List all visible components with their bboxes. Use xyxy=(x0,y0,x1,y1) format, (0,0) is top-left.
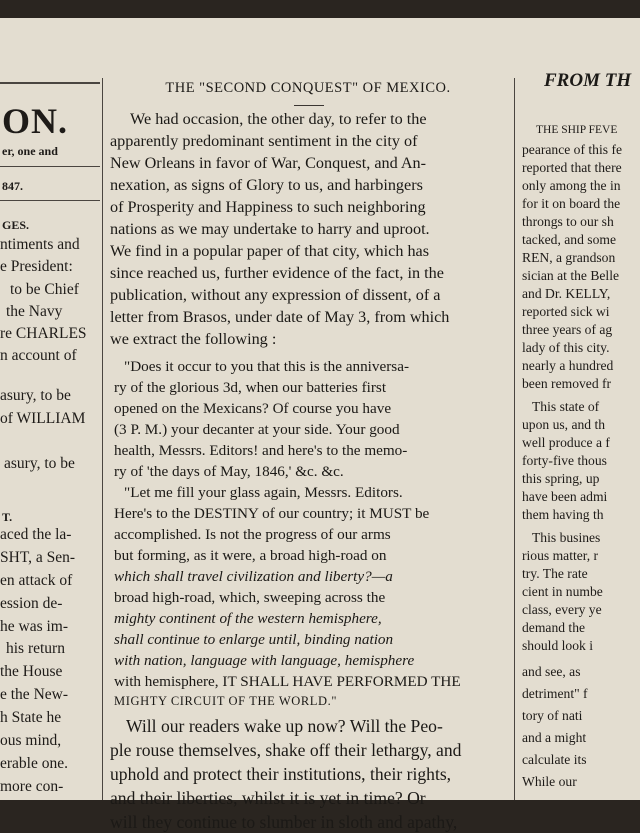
right-line: should look i xyxy=(522,638,593,653)
quote-line: broad high-road, which, sweeping across the xyxy=(114,589,386,606)
quote-line: with hemisphere, IT SHALL HAVE PERFORMED THE xyxy=(114,673,461,690)
right-line: upon us, and th xyxy=(522,417,606,432)
quote-line: but forming, as it were, a broad high-road on xyxy=(114,547,387,564)
right-line: calculate its xyxy=(522,752,587,767)
left-line: asury, to be xyxy=(4,455,75,472)
article-column xyxy=(106,18,510,832)
quote-line: accomplished. Is not the progress of our arms xyxy=(114,526,391,543)
article-line: since reached us, further evidence of the fact, in the xyxy=(110,264,444,282)
right-line: THE SHIP FEVE xyxy=(536,124,618,136)
right-line: three years of ag xyxy=(522,322,613,337)
left-divider xyxy=(0,200,100,201)
quote-line: shall continue to enlarge until, binding nation xyxy=(114,631,394,648)
left-line: 847. xyxy=(2,179,23,193)
quote-line: opened on the Mexicans? Of course you have xyxy=(114,400,392,417)
right-line: been removed fr xyxy=(522,376,612,391)
right-line: tacked, and some xyxy=(522,232,616,247)
left-line: of WILLIAM xyxy=(0,410,86,427)
right-line: throngs to our sh xyxy=(522,214,614,229)
masthead-fragment: ON. xyxy=(2,101,68,141)
right-line: pearance of this fe xyxy=(522,142,623,157)
quote-line: ry of the glorious 3d, when our batteries first xyxy=(114,379,387,396)
left-line: the Navy xyxy=(6,303,63,320)
right-line: This state of xyxy=(532,399,600,414)
right-line: only among the in xyxy=(522,178,621,193)
right-line: REN, a grandson xyxy=(522,250,616,265)
left-line: n account of xyxy=(0,347,77,364)
right-line: have been admi xyxy=(522,489,608,504)
right-line: class, every ye xyxy=(522,602,602,617)
right-line: reported that there xyxy=(522,160,622,175)
right-line: and see, as xyxy=(522,664,581,679)
left-line: his return xyxy=(6,640,65,657)
left-line: asury, to be xyxy=(0,387,71,404)
quote-line: health, Messrs. Editors! and here's to the memo- xyxy=(114,442,408,459)
left-line: e the New- xyxy=(0,686,68,703)
right-line: forty-five thous xyxy=(522,453,607,468)
column-rule-left xyxy=(102,78,103,800)
article-line: publication, without any expression of dissent, of a xyxy=(110,286,441,304)
newspaper-page xyxy=(0,18,640,832)
left-line: ession de- xyxy=(0,595,63,612)
left-line: more con- xyxy=(0,778,64,795)
article-line: ple rouse themselves, shake off their lethargy, and xyxy=(110,740,462,760)
right-line: demand the xyxy=(522,620,586,635)
article-line: nexation, as signs of Glory to us, and harbingers xyxy=(110,176,423,194)
right-line: nearly a hundred xyxy=(522,358,614,373)
right-line: tory of nati xyxy=(522,708,583,723)
left-line: erable one. xyxy=(0,755,68,772)
article-line: letter from Brasos, under date of May 3, from which xyxy=(110,308,450,326)
article-title: THE "SECOND CONQUEST" OF MEXICO. xyxy=(165,80,451,96)
right-line: for it on board the xyxy=(522,196,621,211)
right-line: sician at the Belle xyxy=(522,268,620,283)
left-line: h State he xyxy=(0,709,62,726)
right-line: well produce a f xyxy=(522,435,610,450)
right-line: them having th xyxy=(522,507,604,522)
left-line: er, one and xyxy=(2,144,58,158)
left-line: GES. xyxy=(2,218,30,232)
right-column xyxy=(520,18,640,800)
right-line: This busines xyxy=(532,530,601,545)
article-line: We find in a popular paper of that city, which has xyxy=(110,242,430,260)
quote-line: ry of 'the days of May, 1846,' &c. &c. xyxy=(114,463,344,480)
left-line: e President: xyxy=(0,258,73,275)
article-line: will they continue to slumber in sloth and apathy, xyxy=(110,812,458,832)
right-line: try. The rate xyxy=(522,566,588,581)
article-line: We had occasion, the other day, to refer to the xyxy=(130,110,427,128)
right-line: and a might xyxy=(522,730,587,745)
article-line: nations as we may undertake to harry and uproot. xyxy=(110,220,430,238)
article-line: New Orleans in favor of War, Conquest, and An- xyxy=(110,154,427,172)
left-line: re CHARLES xyxy=(0,325,87,342)
right-line: this spring, up xyxy=(522,471,600,486)
left-line: ous mind, xyxy=(0,732,62,749)
quote-line: "Let me fill your glass again, Messrs. Editors. xyxy=(124,484,403,501)
article-line: Will our readers wake up now? Will the Peo- xyxy=(126,716,443,736)
right-heading: FROM TH xyxy=(544,70,632,91)
left-line: aced the la- xyxy=(0,526,72,543)
quote-line: which shall travel civilization and liberty?—a xyxy=(114,568,393,585)
quote-line: (3 P. M.) your decanter at your side. Your good xyxy=(114,421,400,438)
quote-line: with nation, language with language, hemisphere xyxy=(114,652,415,669)
quote-line: "Does it occur to you that this is the anniversa- xyxy=(124,358,409,375)
left-divider xyxy=(0,166,100,167)
right-line: cient in numbe xyxy=(522,584,603,599)
left-line: T. xyxy=(2,510,13,524)
left-line: ntiments and xyxy=(0,236,80,253)
article-line: and their liberties, whilst it is yet in time? Or xyxy=(110,788,426,808)
right-line: detriment" f xyxy=(522,686,588,701)
quote-line: Here's to the DESTINY of our country; it MUST be xyxy=(114,505,430,522)
quote-line: MIGHTY CIRCUIT OF THE WORLD." xyxy=(114,694,338,708)
right-line: While our xyxy=(522,774,577,789)
left-line: to be Chief xyxy=(10,281,79,298)
right-line: rious matter, r xyxy=(522,548,599,563)
article-line: we extract the following : xyxy=(110,330,277,348)
article-line: apparently predominant sentiment in the city of xyxy=(110,132,418,150)
left-column xyxy=(0,18,100,800)
right-line: reported sick wi xyxy=(522,304,610,319)
left-line: SHT, a Sen- xyxy=(0,549,76,566)
title-rule xyxy=(294,105,324,106)
column-rule-right xyxy=(514,78,515,800)
left-line: en attack of xyxy=(0,572,73,589)
article-line: uphold and protect their institutions, their rights, xyxy=(110,764,452,784)
quote-line: mighty continent of the western hemisphere, xyxy=(114,610,382,627)
right-line: and Dr. KELLY, xyxy=(522,286,611,301)
left-line: the House xyxy=(0,663,63,680)
right-line: lady of this city. xyxy=(522,340,610,355)
article-line: of Prosperity and Happiness to such neighboring xyxy=(110,198,426,216)
left-line: he was im- xyxy=(0,618,69,635)
